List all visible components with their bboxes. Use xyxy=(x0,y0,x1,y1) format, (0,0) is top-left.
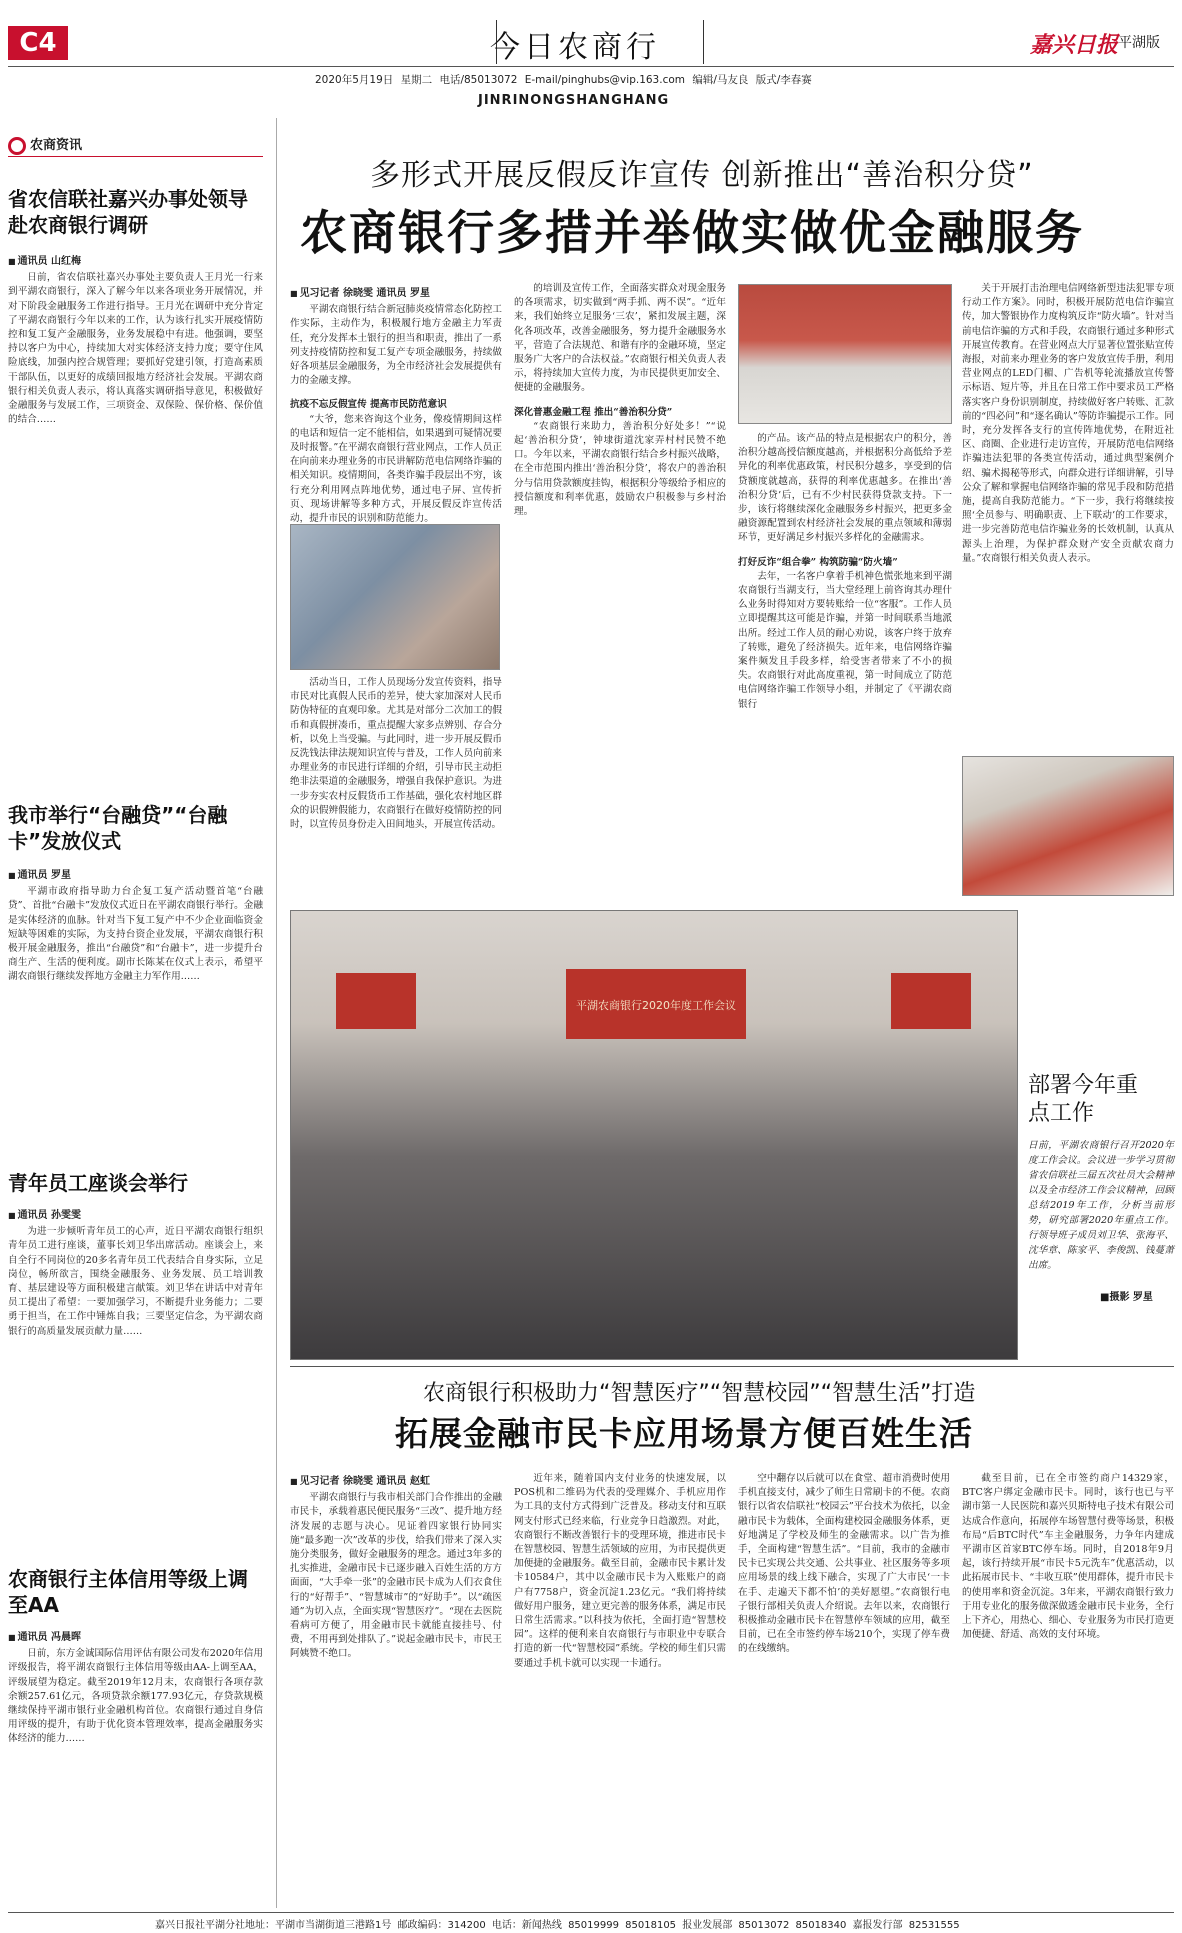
article-byline: ■ 通讯员 冯晨晖 xyxy=(8,1630,263,1645)
main-headline: 农商银行多措并举做实做优金融服务 xyxy=(300,206,1084,261)
main-subhead-2: 深化普惠金融工程 推出“善治积分贷” xyxy=(514,406,673,418)
meeting-side-screen-right xyxy=(891,973,971,1029)
photo-anti-counterfeit-promo xyxy=(290,524,500,670)
bottom-col4-body: 截至目前，已在全市签约商户14329家，BTC客户绑定金融市民卡。同时，该行也已与平湖市第一人民医院和嘉兴贝斯特电子技术有限公司达成合作意向，拓展停车场智慧付费等场景，积极布局“后BTC时代”车主金融服务，力争年内建成平湖市区首家BTC停车场。同时，自2018年9月起，该行持续开展“市民卡5元洗车”优惠活动，以此拓展市民卡、“丰收互联”使用群体，提升市民卡的使用率和资金沉淀。3年来，平湖农商银行致力于用专业化的服务做深做透金融市民卡业务，全行上下齐心，用热心、细心、专业服务为市民打造更加便捷、舒适、高效的支付环境。 xyxy=(962,1473,1174,1641)
main-col4-body-2: 去年，一名客户拿着手机神色慌张地来到平湖农商银行当湖支行，当大堂经理上前咨询其办理什么业务时得知对方要转账给一位“客服”。工作人员立即提醒其这可能是诈骗，并第一时间联系当地派出所。经过工作人员的耐心劝说，该客户终于放弃了转账，避免了经济损失。近年来，电信网络诈骗案件频发且手段多样，给受害者带来了不小的损失。农商银行对此高度重视，第一时间成立了防范电信网络诈骗工作领导小组，并制定了《平湖农商银行 xyxy=(738,570,952,710)
section-pinyin: JINRINONGSHANGHANG xyxy=(478,93,670,108)
article-byline: ■ 通讯员 孙雯雯 xyxy=(8,1208,263,1223)
meeting-side-screen-left xyxy=(336,973,416,1029)
article-body: 日前，东方金诚国际信用评估有限公司发布2020年信用评级报告，将平湖农商银行主体信用等级由AA-上调至AA，评级展望为稳定。截至2019年12月末，农商银行各项存款余额257.61亿元，各项贷款余额177.93亿元，存贷款规模继续保持平湖市银行业金融机构首位。农商银行通过自身信用评级的提升，有助于优化资本管理效率，提高金融服务实体经济的能力…… xyxy=(8,1648,263,1745)
main-lead: 平湖农商银行结合新冠肺炎疫情常态化防控工作实际，主动作为，积极履行地方金融主力军责任，充分发挥本土银行的担当和职责，推出了一系列支持疫情防控和复工复产专项金融服务，持续做好各项基层金融服务，为全市经济社会发展提供有力的金融支撑。 xyxy=(290,304,502,387)
section-title: 今日农商行 xyxy=(490,30,660,65)
bottom-subheadline: 农商银行积极助力“智慧医疗”“智慧校园”“智慧生活”打造 xyxy=(423,1381,976,1406)
header-divider xyxy=(8,66,1174,67)
section-tag-rule xyxy=(8,156,263,157)
main-col4-body: 的产品。该产品的特点是根据农户的积分，善治积分越高授信额度越高，并根据积分高低给予差异化的利率优惠政策，村民积分越多，享受到的信贷额度就越高，获得的利率优惠越多。在推出‘善治积分贷’后，已有不少村民获得贷款支持。下一步，该行将继续深化金融服务乡村振兴，把更多金融资源配置到农村经济社会发展的重点领域和薄弱环节，更好满足乡村振兴多样化的金融需求。 xyxy=(738,433,952,544)
main-subhead-3: 打好反诈“组合拳” 构筑防骗“防火墙” xyxy=(738,556,898,568)
section-divider xyxy=(290,1366,1174,1367)
column-divider xyxy=(276,118,277,1908)
photo-loan-signing-ceremony xyxy=(738,284,952,424)
article-body: 为进一步倾听青年员工的心声，近日平湖农商银行组织青年员工进行座谈，董事长刘卫华出席活动。座谈会上，来自全行不同岗位的20多名青年员工代表结合自身实际，立足岗位，畅所欲言，围绕金融服务、业务发展、员工培训教育、基层建设等方面积极建言献策。刘卫华在讲话中对青年员工提出了希望：一要加强学习，不断提升业务能力；二要勇于担当，在工作中锤炼自我；三要坚定信念，为平湖农商银行的高质量发展贡献力量…… xyxy=(8,1226,263,1337)
bottom-col-3 xyxy=(738,1472,950,1657)
bottom-col-2 xyxy=(514,1472,726,1671)
bottom-byline: ■ 见习记者 徐晓雯 通讯员 赵虹 xyxy=(290,1474,502,1489)
main-col-2 xyxy=(290,676,502,832)
photo-credit-text: 摄影 罗星 xyxy=(1109,1292,1153,1303)
article-byline: ■ 通讯员 罗星 xyxy=(8,868,263,883)
section-tag-icon xyxy=(8,137,26,155)
photo-staff-team xyxy=(962,756,1174,896)
page-number-label: C4 xyxy=(8,26,68,60)
masthead-logo: 嘉兴日报 xyxy=(1030,32,1119,58)
masthead-edition: 平湖版 xyxy=(1118,35,1160,51)
bottom-col-1 xyxy=(290,1474,502,1662)
section-tag-label: 农商资讯 xyxy=(30,138,83,153)
meeting-banner-text: 平湖农商银行2020年度工作会议 xyxy=(576,999,736,1012)
footer-contact-line: 嘉兴日报社平湖分社地址：平湖市当湖街道三港路1号 邮政编码：314200 电话：新闻热线 85019999 85018105 报业发展部 85013072 85018340 嘉报发行部 82531555 xyxy=(155,1920,960,1931)
section-tag xyxy=(8,134,128,155)
article-credit-rating xyxy=(8,1566,263,1747)
main-col3-body-2: “农商银行来助力，善治积分好处多！”“说起‘善治积分贷’，钟埭街道沈家弄村村民赞不绝口。今年以来，平湖农商银行结合乡村振兴战略，在全市范围内推出‘善治积分贷’，将农户的善治积分与信用贷款额度挂钩，根据积分等级给予相应的授信额度和利率优惠，鼓励农户积极参与乡村治理。 xyxy=(514,420,726,518)
article-body: 平湖市政府指导助力台企复工复产活动暨首笔“台融贷”、首批“台融卡”发放仪式近日在平湖农商银行举行。金融是实体经济的血脉。针对当下复工复产中不少企业面临资金短缺等困难的实际，为支持台资企业发展，平湖农商银行积极开展金融服务，推出“台融贷”和“台融卡”，进一步提升台商生产、生活的便利度。副市长陈某在仪式上表示，希望平湖农商银行继续发挥地方金融主力军作用…… xyxy=(8,886,263,983)
main-byline: ■ 见习记者 徐晓雯 通讯员 罗星 xyxy=(290,286,502,301)
main-col1-body: “大爷，您来咨询这个业务，像疫情期间这样的电话和短信一定不能相信，如果遇到可疑情况要及时报警。”在平湖农商银行营业网点，工作人员正在向前来办理业务的市民讲解防范电信网络诈骗的相关知识。疫情期间，各类诈骗手段层出不穷，该行充分利用网点阵地优势，通过电子屏、宣传折页、现场讲解等多种方式，开展反假反诈宣传活动，提升市民的识别和防范能力。 xyxy=(290,413,502,525)
footer-divider xyxy=(8,1912,1174,1913)
article-body: 日前，省农信联社嘉兴办事处主要负责人王月光一行来到平湖农商银行，深入了解今年以来各项业务开展情况，并对下阶段金融服务工作进行指导。王月光在调研中充分肯定了平湖农商银行今年以来的工作，认为该行扎实开展疫情防控和复工复产金融服务，业务发展稳中有进。他强调，要坚持以客户为中心，持续加大对实体经济支持力度；要守住风险底线，加强内控合规管理；要抓好党建引领，打造高素质干部队伍，以更好的成绩回报地方经济社会发展。平湖农商银行相关负责人表示，将认真落实调研指导意见，积极做好金融服务与发展工作，三项资金、双保险、保价格、保价值的结合…… xyxy=(8,272,263,426)
main-col2-body: 活动当日，工作人员现场分发宣传资料，指导市民对比真假人民币的差异，使大家加深对人民币防伪特征的直观印象。尤其是对部分二次加工的假币和真假拼凑币，重点提醒大家多点辨别、存合分析，以免上当受骗。与此同时，进一步开展反假币反洗钱法律法规知识宣传与普及，工作人员向前来办理业务的市民进行详细的介绍，引导市民主动拒绝非法渠道的金融服务，增强自我保护意识。为进一步夯实农村反假货币工作基础，强化农村地区群众的识假辨假能力，农商银行在做好疫情防控的同时，以宣传员身份走入田间地头，开展宣传活动。 xyxy=(290,677,502,831)
meeting-stage-banner xyxy=(566,969,746,1039)
article-youth-forum xyxy=(8,1170,263,1339)
article-taiwan-loan xyxy=(8,802,263,985)
article-title: 省农信联社嘉兴办事处领导赴农商银行调研 xyxy=(8,187,248,237)
main-col-3 xyxy=(514,282,726,519)
bottom-col3-body: 空中翻存以后就可以在食堂、超市消费时使用手机直接支付，减少了师生日常刷卡的不便。农商银行以省农信联社“校园云”平台技术为依托，以金融市民卡为载体，全面构建校园金融服务体系，更好地满足了学校及师生的金融需求。以广告为推手，全面构建“智慧生活”。“目前，我市的金融市民卡已实现公共交通、公共事业、社区服务等多项应用场景的线上线下融合，实现了广大市民‘一卡在手、走遍天下都不怕’的美好愿望。”农商银行电子银行部相关负责人介绍说。去年以来，农商银行积极推动金融市民卡在智慧停车领域的应用，截至目前，已在全市签约停车场210个，实现了停车费的在线缴纳。 xyxy=(738,1473,950,1655)
issue-info-line: 2020年5月19日 星期二 电话/85013072 E-mail/pinghubs@vip.163.com 编辑/马友良 版式/李春赛 xyxy=(315,74,812,86)
main-col-1 xyxy=(290,286,502,526)
main-col5-body: 关于开展打击治理电信网络新型违法犯罪专项行动工作方案》。同时，积极开展防范电信诈骗宣传，加大警银协作力度构筑反诈“防火墙”。针对当前电信诈骗的方式和手段，农商银行通过多种形式开展宣传教育。在营业网点大厅显著位置张贴宣传海报，对前来办理业务的客户发放宣传手册，利用营业网点的LED门楣、广告机等轮流播放宣传警示标语、短片等，并且在日常工作中要求员工严格落实客户身份识别制度，持续做好客户转账、汇款前的“四必问”和“逐名确认”等防诈骗提示工作。同时，充分发挥各支行的宣传阵地优势，在附近社区、商圈、企业进行走访宣传，开展防范电信网络诈骗违法犯罪的各类宣传活动，通过典型案例介绍、骗术揭秘等形式，向群众进行详细讲解，引导公众了解和掌握电信网络诈骗的常见手段和防范措施，提高自我防范能力。“下一步，我行将继续按照‘全员参与、明确职责、上下联动’的工作要求，进一步完善防范电信诈骗业务的长效机制，认真从源头上治理，为保护群众财产安全贡献农商力量。”农商银行相关负责人表示。 xyxy=(962,283,1174,564)
bottom-col2-body: 近年来，随着国内支付业务的快速发展，以POS机和二维码为代表的受理媒介、手机应用作为工具的支付方式得到广泛普及。移动支付和互联网支付形式已经来临，行业竞争日趋激烈。对此，农商银行不断改善银行卡的受理环境，推进市民卡在智慧校园、智慧生活领域的应用，为市民提供更加便捷的金融服务。截至目前，金融市民卡累计发卡10584户，其中以金融市民卡为入账账户的商户有7758户，资金沉淀1.23亿元。“我们将持续做好用户服务，建立更完善的服务体系，满足市民日常生活需求。”以科技为依托，全面打造“智慧校园”。这样的便利来自农商银行与市职业中专联合打造的新一代“智慧校园”系统。学校的师生们只需要通过手机卡就可以实现一卡通行。 xyxy=(514,1473,726,1669)
bottom-col1-body: 平湖农商银行与我市相关部门合作推出的金融市民卡，承载着惠民便民服务“三改”、提升地方经济发展的志愿与决心。见证着四家银行协同实施“最多跑一次”改革的步伐，给我们带来了深入实施分类服务，做好金融服务的理念。通过3年多的扎实推进，金融市民卡已逐步融入百姓生活的方方面面，“大手牵一张”的金融市民卡成为人们衣食住行的“好帮手”、“智慧城市”的“好助手”。以“疏医通”为切入点，全面实现“智慧医疗”。“现在去医院看病可方便了，用金融市民卡就能直接挂号、付费，不用再到处排队了。”说起金融市民卡，市民王阿姨赞不绝口。 xyxy=(290,1492,502,1660)
article-title: 青年员工座谈会举行 xyxy=(8,1171,188,1195)
bottom-col-4 xyxy=(962,1472,1174,1642)
main-subheadline: 多形式开展反假反诈宣传 创新推出“善治积分贷” xyxy=(370,158,1034,193)
main-col3-body: 的培训及宣传工作，全面落实群众对现金服务的各项需求，切实做到“两手抓、两不误”。“近年来，我们始终立足服务‘三农’，紧扣发展主题，深化各项改革，改善金融服务，努力提升金融服务水平，营造了合法规范、和谐有序的金融环境，坚定服务广大客户的合法权益。”农商银行相关负责人表示，将持续加大宣传力度，为市民提供更加安全、便捷的金融服务。 xyxy=(514,283,726,394)
photo-annual-work-meeting xyxy=(290,910,1018,1360)
meeting-caption: 日前，平湖农商银行召开2020年度工作会议。会议进一步学习贯彻省农信联社三届五次社员大会精神以及全市经济工作会议精神，回顾总结2019年工作，分析当前形势，研究部署2020年重点工作。行领导班子成员刘卫华、张海平、沈华章、陈家平、李俊凯、钱蔓萧出席。 xyxy=(1028,1140,1174,1271)
article-title: 我市举行“台融贷”“台融卡”发放仪式 xyxy=(8,803,228,853)
main-col-4 xyxy=(738,432,952,712)
bottom-headline: 拓展金融市民卡应用场景方便百姓生活 xyxy=(395,1414,973,1453)
meeting-title: 部署今年重点工作 xyxy=(1028,1073,1139,1126)
article-provincial-visit xyxy=(8,186,263,427)
article-title: 农商银行主体信用等级上调至AA xyxy=(8,1567,248,1617)
article-byline: ■ 通讯员 山红梅 xyxy=(8,254,263,269)
main-col-5 xyxy=(962,282,1174,566)
main-subhead-1: 抗疫不忘反假宣传 提高市民防范意识 xyxy=(290,399,447,411)
meeting-photo-credit: ■摄影 罗星 xyxy=(1100,1292,1153,1303)
